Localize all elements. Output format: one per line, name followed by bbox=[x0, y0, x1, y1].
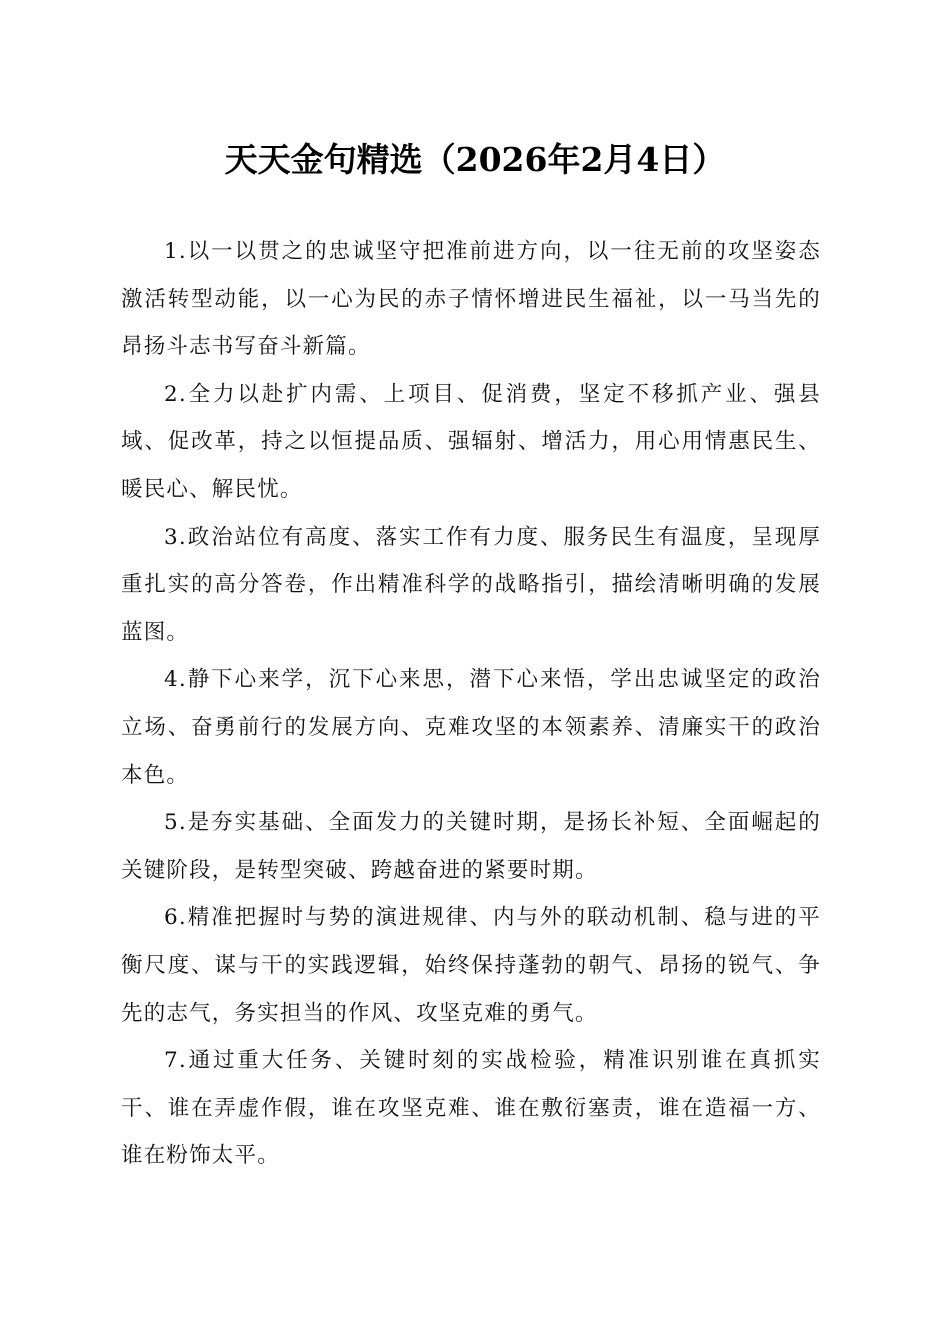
paragraph-2: 2.全力以赴扩内需、上项目、促消费，坚定不移抓产业、强县域、促改革，持之以恒提品质、强辐射、增活力，用心用情惠民生、暖民心、解民忧。 bbox=[121, 381, 821, 502]
paragraph-6: 6.精准把握时与势的演进规律、内与外的联动机制、稳与进的平衡尺度、谋与干的实践逻辑，始终保持蓬勃的朝气、昂扬的锐气、争先的志气，务实担当的作风、攻坚克难的勇气。 bbox=[121, 905, 821, 1026]
paragraph-4: 4.静下心来学，沉下心来思，潜下心来悟，学出忠诚坚定的政治立场、奋勇前行的发展方向、克难攻坚的本领素养、清廉实干的政治本色。 bbox=[121, 667, 821, 788]
paragraph-1: 1.以一以贯之的忠诚坚守把准前进方向，以一往无前的攻坚姿态激活转型动能，以一心为民的赤子情怀增进民生福祉，以一马当先的昂扬斗志书写奋斗新篇。 bbox=[121, 239, 821, 360]
document-body bbox=[121, 228, 821, 1180]
paragraph-3: 3.政治站位有高度、落实工作有力度、服务民生有温度，呈现厚重扎实的高分答卷，作出精准科学的战略指引，描绘清晰明确的发展蓝图。 bbox=[121, 524, 821, 645]
page-title: 天天金句精选（2026年2月4日） bbox=[224, 140, 726, 179]
paragraph-5: 5.是夯实基础、全面发力的关键时期，是扬长补短、全面崛起的关键阶段，是转型突破、跨越奋进的紧要时期。 bbox=[121, 810, 821, 883]
paragraph-7: 7.通过重大任务、关键时刻的实战检验，精准识别谁在真抓实干、谁在弄虚作假，谁在攻坚克难、谁在敷衍塞责，谁在造福一方、谁在粉饰太平。 bbox=[121, 1048, 821, 1169]
